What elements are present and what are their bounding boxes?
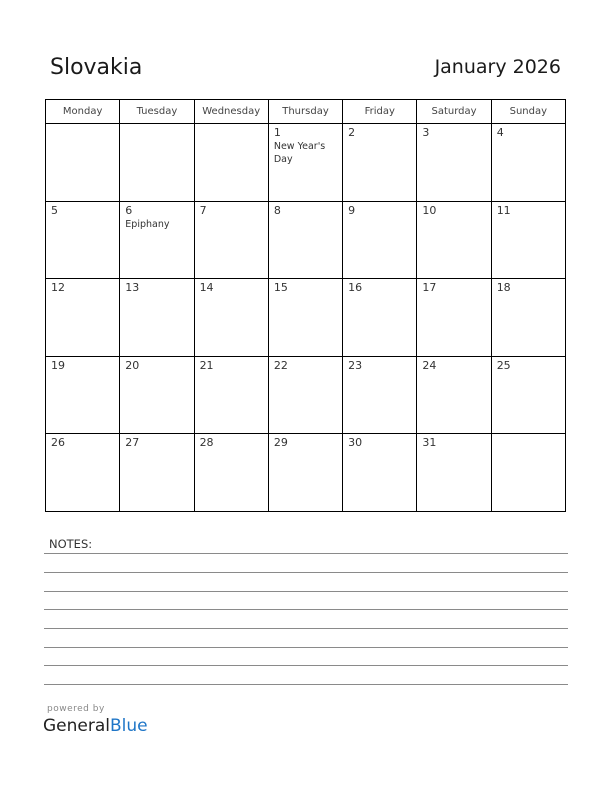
day-number: 18 bbox=[496, 281, 511, 295]
note-line bbox=[44, 572, 568, 573]
day-cell bbox=[120, 124, 194, 202]
weekday-friday: Friday bbox=[343, 100, 417, 124]
day-number: 10 bbox=[422, 203, 437, 217]
weekday-saturday: Saturday bbox=[417, 100, 491, 124]
day-number bbox=[46, 124, 119, 127]
day-cell bbox=[417, 124, 491, 202]
weekday-header-row bbox=[46, 100, 566, 124]
day-number: 21 bbox=[199, 358, 214, 372]
note-line bbox=[44, 628, 568, 629]
day-cell bbox=[194, 356, 268, 434]
day-number bbox=[195, 124, 268, 127]
week-row bbox=[46, 434, 566, 512]
day-cell bbox=[491, 279, 565, 357]
day-cell bbox=[120, 279, 194, 357]
day-number: 15 bbox=[273, 281, 288, 295]
day-number: 14 bbox=[199, 281, 214, 295]
day-cell bbox=[120, 356, 194, 434]
note-line bbox=[44, 684, 568, 685]
day-number: 9 bbox=[348, 203, 356, 217]
day-number: 8 bbox=[273, 203, 281, 217]
weekday-wednesday: Wednesday bbox=[194, 100, 268, 124]
day-number: 29 bbox=[273, 436, 288, 450]
country-title: Slovakia bbox=[50, 55, 143, 80]
week-row bbox=[46, 356, 566, 434]
day-number: 12 bbox=[51, 281, 65, 295]
brand-blue: Blue bbox=[110, 716, 148, 736]
day-number: 3 bbox=[422, 126, 430, 139]
day-cell bbox=[268, 279, 342, 357]
day-cell bbox=[417, 434, 491, 512]
day-number: 11 bbox=[496, 203, 511, 217]
day-cell bbox=[120, 201, 194, 279]
day-number bbox=[120, 124, 193, 127]
weekday-monday: Monday bbox=[46, 100, 120, 124]
note-line bbox=[44, 553, 568, 554]
day-cell bbox=[491, 124, 565, 202]
day-number: 25 bbox=[496, 358, 511, 372]
day-number: 7 bbox=[199, 203, 207, 217]
day-number: 2 bbox=[348, 126, 356, 139]
note-line bbox=[44, 609, 568, 610]
day-cell bbox=[268, 434, 342, 512]
day-number: 13 bbox=[125, 281, 140, 295]
day-number: 28 bbox=[199, 436, 214, 450]
day-cell bbox=[343, 124, 417, 202]
day-cell bbox=[491, 434, 565, 512]
holiday-label: New Year's Day bbox=[273, 141, 326, 165]
notes-label: NOTES: bbox=[49, 537, 93, 551]
week-row bbox=[46, 279, 566, 357]
day-number: 24 bbox=[422, 358, 437, 372]
day-cell bbox=[417, 201, 491, 279]
day-number: 23 bbox=[348, 358, 363, 372]
day-number: 30 bbox=[348, 436, 363, 450]
day-cell bbox=[343, 434, 417, 512]
day-cell bbox=[268, 356, 342, 434]
note-line bbox=[44, 591, 568, 592]
day-cell bbox=[268, 124, 342, 202]
day-cell bbox=[194, 201, 268, 279]
day-number: 19 bbox=[51, 358, 65, 372]
day-number: 31 bbox=[422, 436, 437, 450]
day-cell bbox=[268, 201, 342, 279]
day-number: 22 bbox=[273, 358, 288, 372]
day-cell bbox=[46, 279, 120, 357]
day-cell bbox=[491, 356, 565, 434]
day-cell bbox=[46, 201, 120, 279]
day-cell bbox=[46, 434, 120, 512]
week-row bbox=[46, 201, 566, 279]
day-number: 16 bbox=[348, 281, 363, 295]
day-number: 5 bbox=[51, 203, 58, 217]
day-cell bbox=[46, 124, 120, 202]
day-number: 26 bbox=[51, 436, 65, 450]
day-cell bbox=[491, 201, 565, 279]
day-number: 17 bbox=[422, 281, 437, 295]
day-number: 6 bbox=[125, 203, 133, 217]
day-cell bbox=[417, 279, 491, 357]
note-line bbox=[44, 647, 568, 648]
day-number bbox=[492, 434, 565, 437]
day-cell bbox=[343, 356, 417, 434]
day-number: 20 bbox=[125, 358, 140, 372]
day-number: 27 bbox=[125, 436, 140, 450]
day-cell bbox=[46, 356, 120, 434]
week-row bbox=[46, 124, 566, 202]
day-cell bbox=[194, 434, 268, 512]
calendar-grid bbox=[45, 99, 566, 512]
day-number: 4 bbox=[496, 126, 504, 139]
brand-general: General bbox=[43, 716, 110, 736]
month-year-title: January 2026 bbox=[434, 56, 561, 78]
powered-by-text: powered by bbox=[47, 704, 105, 714]
day-cell bbox=[194, 124, 268, 202]
holiday-label: Epiphany bbox=[125, 218, 170, 230]
generalblue-logo bbox=[43, 716, 148, 736]
weekday-sunday: Sunday bbox=[491, 100, 565, 124]
note-line bbox=[44, 665, 568, 666]
day-cell bbox=[417, 356, 491, 434]
day-number: 1 bbox=[273, 126, 281, 139]
day-cell bbox=[343, 279, 417, 357]
weekday-thursday: Thursday bbox=[268, 100, 342, 124]
day-cell bbox=[343, 201, 417, 279]
day-cell bbox=[120, 434, 194, 512]
weekday-tuesday: Tuesday bbox=[120, 100, 194, 124]
day-cell bbox=[194, 279, 268, 357]
